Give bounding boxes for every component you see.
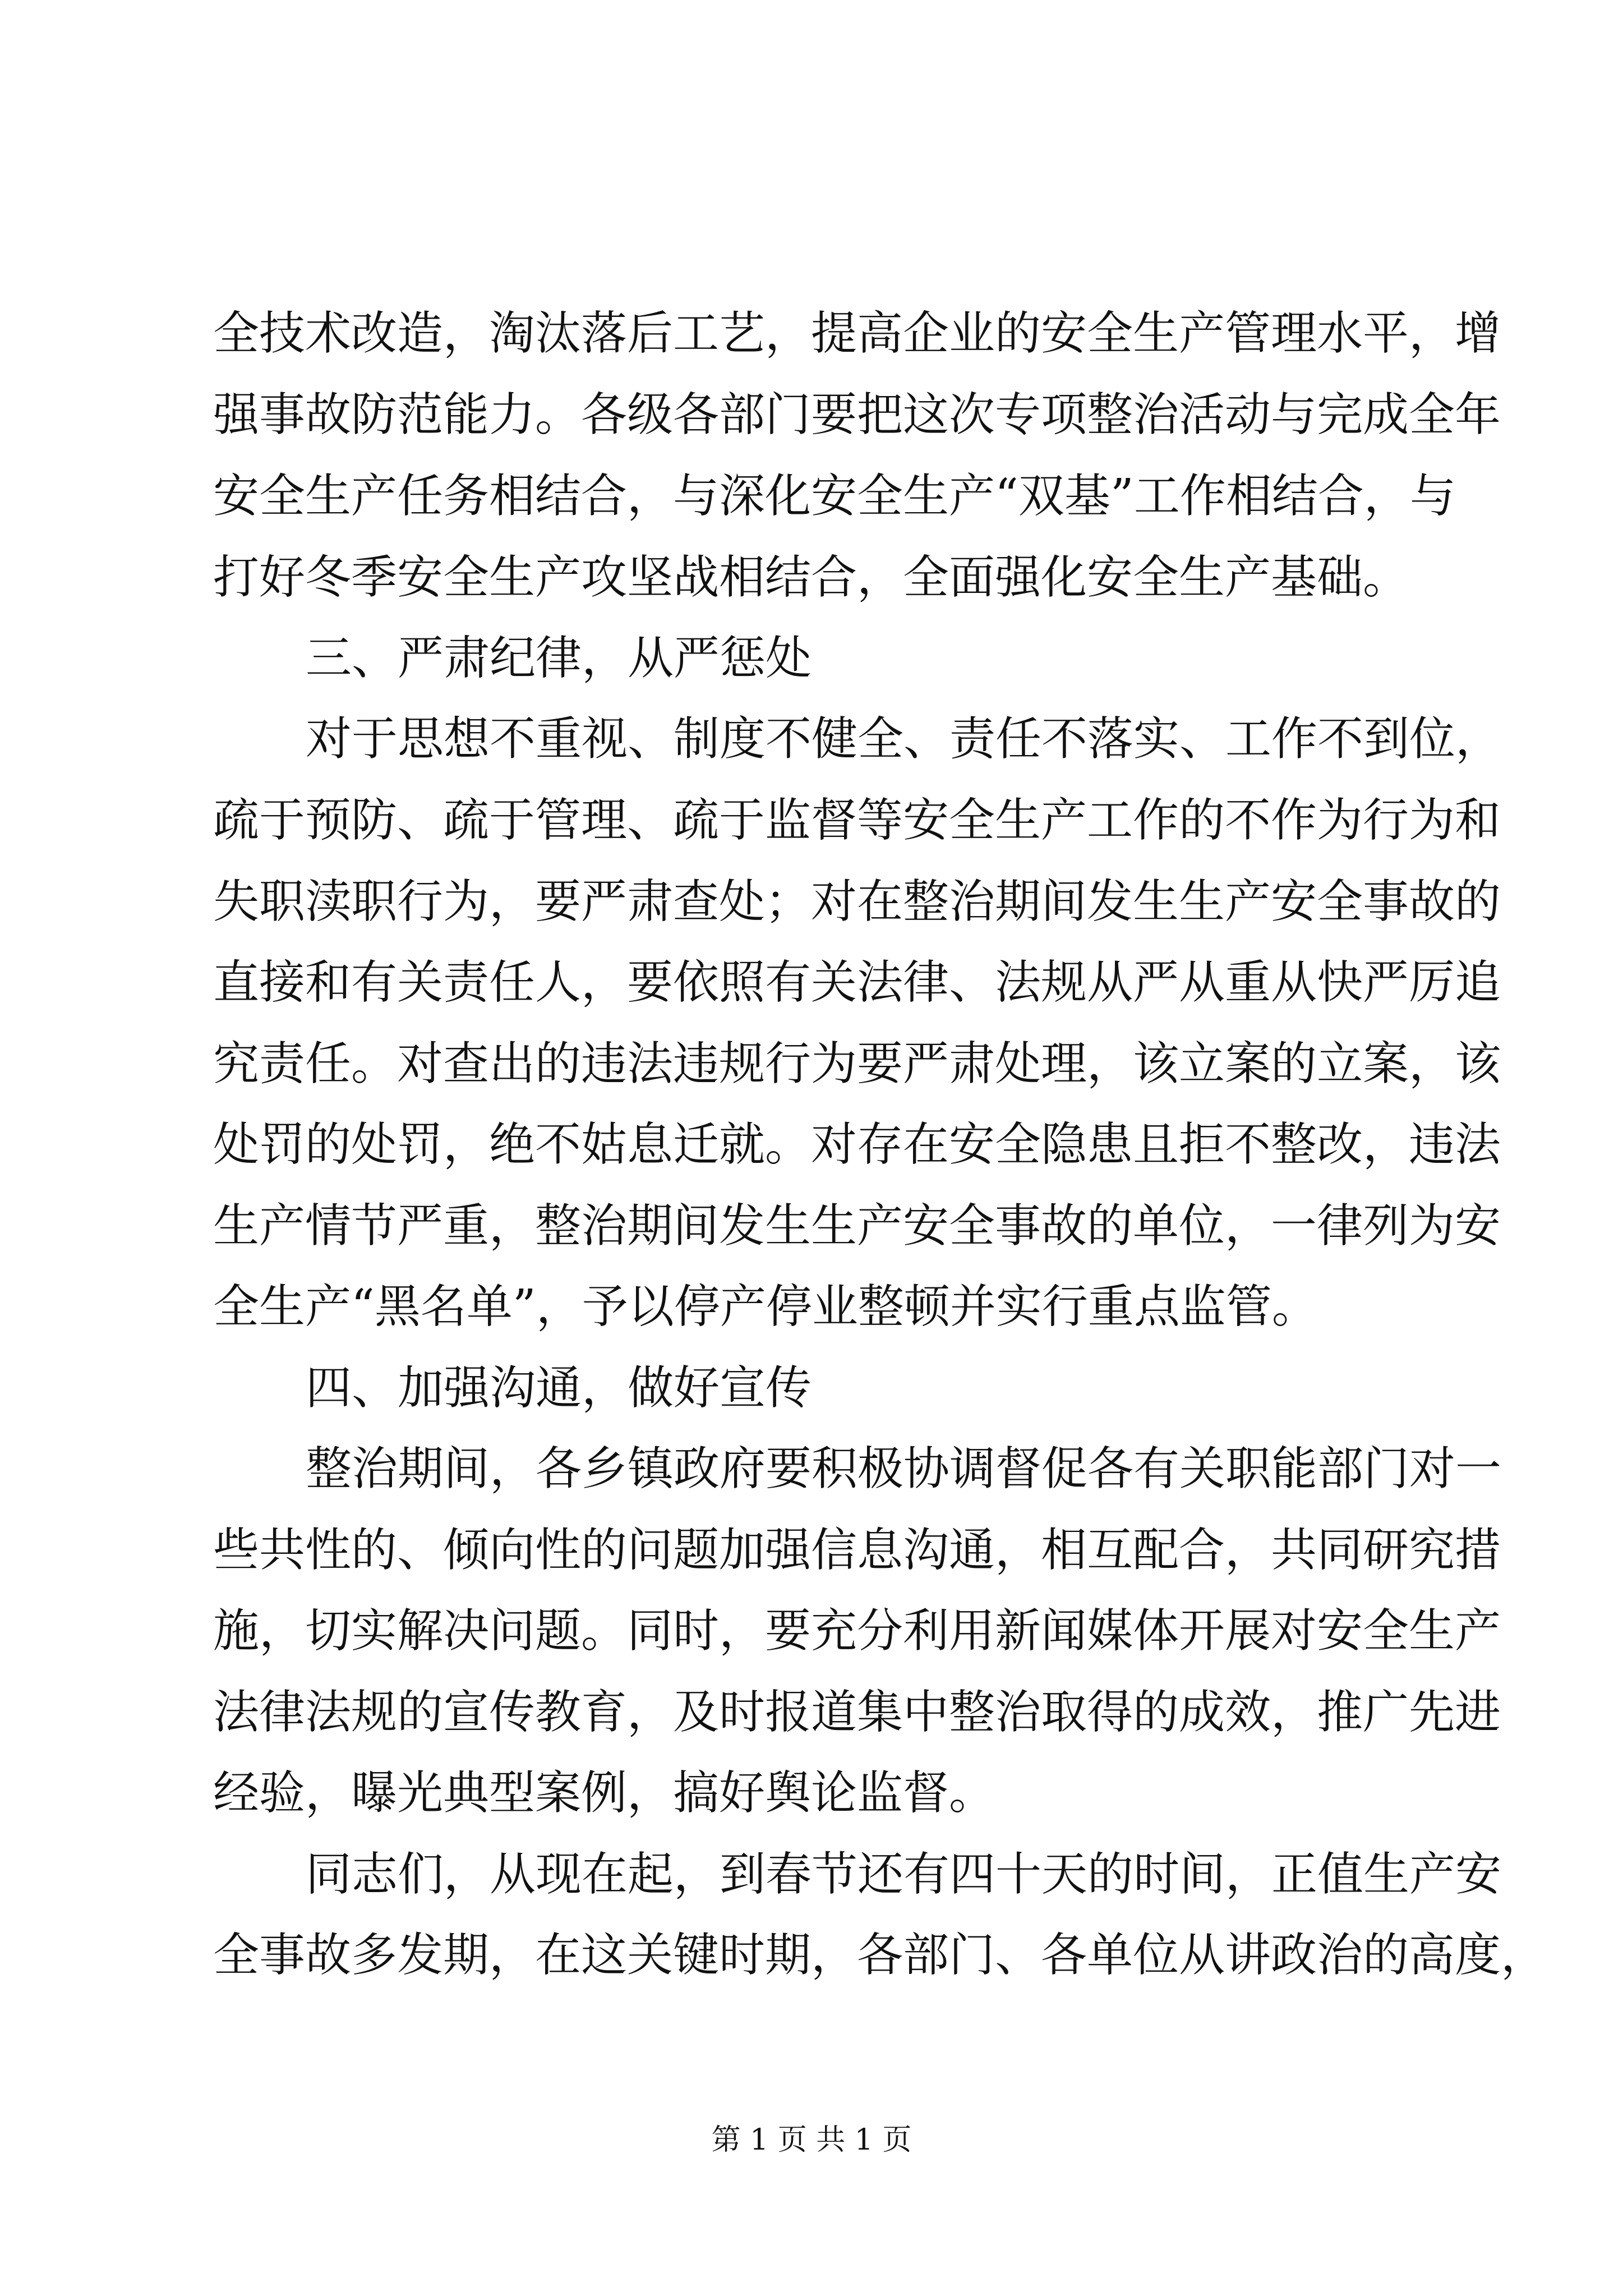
line-text: 对于思想不重视、制度不健全、责任不落实、工作不到位，	[306, 712, 1502, 766]
line-text: 全事故多发期，在这关键时期，各部门、各单位从讲政治的高度，	[213, 1929, 1547, 1982]
heading-text: 四、加强沟通，做好宣传	[306, 1361, 812, 1415]
line-text: 法律法规的宣传教育，及时报道集中整治取得的成效，推广先进	[213, 1686, 1501, 1739]
line-text: 处罚的处罚，绝不姑息迁就。对存在安全隐患且拒不整改，违法	[213, 1118, 1501, 1171]
line-text: 疏于预防、疏于管理、疏于监督等安全生产工作的不作为行为和	[213, 794, 1501, 847]
line-text: 生产情节严重，整治期间发生生产安全事故的单位，一律列为安	[213, 1199, 1501, 1253]
line-text: 安全生产任务相结合，与深化安全生产“双基”工作相结合，与	[213, 470, 1456, 523]
heading-text: 三、严肃纪律，从严惩处	[306, 632, 812, 685]
line-text: 强事故防范能力。各级各部门要把这次专项整治活动与完成全年	[213, 388, 1501, 441]
line-text: 些共性的、倾向性的问题加强信息沟通，相互配合，共同研究措	[213, 1524, 1501, 1577]
line-text: 全生产“黑名单”，予以停产停业整顿并实行重点监管。	[213, 1280, 1318, 1333]
line-text: 施，切实解决问题。同时，要充分利用新闻媒体开展对安全生产	[213, 1604, 1501, 1658]
line-text: 同志们，从现在起，到春节还有四十天的时间，正值生产安	[306, 1848, 1502, 1901]
line-text: 整治期间，各乡镇政府要积极协调督促各有关职能部门对一	[306, 1442, 1502, 1496]
line-text: 究责任。对查出的违法违规行为要严肃处理，该立案的立案，该	[213, 1037, 1501, 1091]
line-text: 全技术改造，淘汰落后工艺，提高企业的安全生产管理水平，增	[213, 307, 1501, 360]
line-text: 失职渎职行为，要严肃查处；对在整治期间发生生产安全事故的	[213, 875, 1501, 928]
page-footer: 第 1 页 共 1 页	[711, 2123, 912, 2157]
line-text: 打好冬季安全生产攻坚战相结合，全面强化安全生产基础。	[213, 551, 1409, 604]
line-text: 经验，曝光典型案例，搞好舆论监督。	[213, 1766, 995, 1820]
line-text: 直接和有关责任人，要依照有关法律、法规从严从重从快严厉追	[213, 956, 1501, 1009]
